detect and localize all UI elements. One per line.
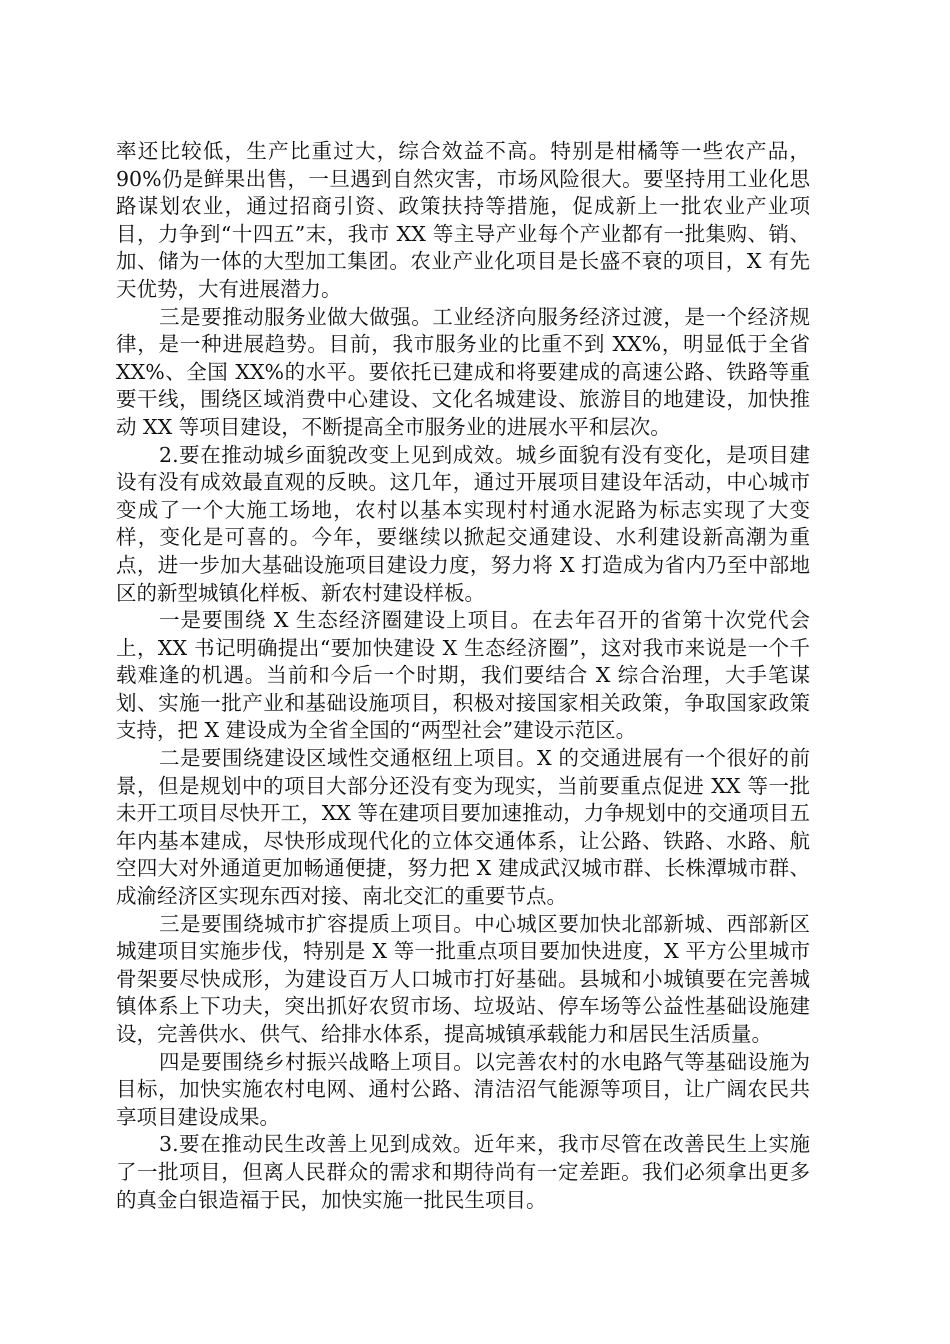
paragraph-3: 2.要在推动城乡面貌改变上见到成效。城乡面貌有没有变化，是项目建设有没有成效最直观的反映。这几年，通过开展项目建设年活动，中心城市变成了一个大施工场地，农村以基本实现村村通水泥路为标志实现了大变样，变化是可喜的。今年，要继续以掀起交通建设、水利建设新高潮为重点，进一步加大基础设施项目建设力度，努力将 X 打造成为省内乃至中部地区的新型城镇化样板、新农村建设样板。	[116, 442, 810, 605]
document-body	[116, 138, 810, 1214]
paragraph-1: 率还比较低，生产比重过大，综合效益不高。特别是柑橘等一些农产品，90%仍是鲜果出售，一旦遇到自然灾害，市场风险很大。要坚持用工业化思路谋划农业，通过招商引资、政策扶持等措施，促成新上一批农业产业项目，力争到“十四五”末，我市 XX 等主导产业每个产业都有一批集购、销、加、储为一体的大型加工集团。农业产业化项目是长盛不衰的项目，X 有先天优势，大有进展潜力。	[116, 139, 810, 301]
paragraph-7: 四是要围绕乡村振兴战略上项目。以完善农村的水电路气等基础设施为目标，加快实施农村电网、通村公路、清洁沼气能源等项目，让广阔农民共享项目建设成果。	[116, 1049, 810, 1129]
paragraph-2: 三是要推动服务业做大做强。工业经济向服务经济过渡，是一个经济规律，是一种进展趋势。目前，我市服务业的比重不到 XX%，明显低于全省 XX%、全国 XX%的水平。要依托已建成和将要建成的高速公路、铁路等重要干线，围绕区域消费中心建设、文化名城建设、旅游目的地建设，加快推动 XX 等项目建设，不断提高全市服务业的进展水平和层次。	[116, 304, 810, 439]
paragraph-8: 3.要在推动民生改善上见到成效。近年来，我市尽管在改善民生上实施了一批项目，但离人民群众的需求和期待尚有一定差距。我们必须拿出更多的真金白银造福于民，加快实施一批民生项目。	[116, 1132, 810, 1212]
paragraph-5: 二是要围绕建设区域性交通枢纽上项目。X 的交通进展有一个很好的前景，但是规划中的项目大部分还没有变为现实，当前要重点促进 XX 等一批未开工项目尽快开工，XX 等在建项目要加速推动，力争规划中的交通项目五年内基本建成，尽快形成现代化的立体交通体系，让公路、铁路、水路、航空四大对外通道更加畅通便捷，努力把 X 建成武汉城市群、长株潭城市群、成渝经济区实现东西对接、南北交汇的重要节点。	[116, 746, 810, 909]
paragraph-6: 三是要围绕城市扩容提质上项目。中心城区要加快北部新城、西部新区城建项目实施步伐，特别是 X 等一批重点项目要加快进度，X 平方公里城市骨架要尽快成形，为建设百万人口城市打好基础。县城和小城镇要在完善城镇体系上下功夫，突出抓好农贸市场、垃圾站、停车场等公益性基础设施建设，完善供水、供气、给排水体系，提高城镇承载能力和居民生活质量。	[116, 911, 810, 1046]
paragraph-4: 一是要围绕 X 生态经济圈建设上项目。在去年召开的省第十次党代会上，XX 书记明确提出“要加快建设 X 生态经济圈”，这对我市来说是一个千载难逢的机遇。当前和今后一个时期，我们要结合 X 综合治理，大手笔谋划、实施一批产业和基础设施项目，积极对接国家相关政策，争取国家政策支持，把 X 建设成为全省全国的“两型社会”建设示范区。	[116, 608, 810, 743]
